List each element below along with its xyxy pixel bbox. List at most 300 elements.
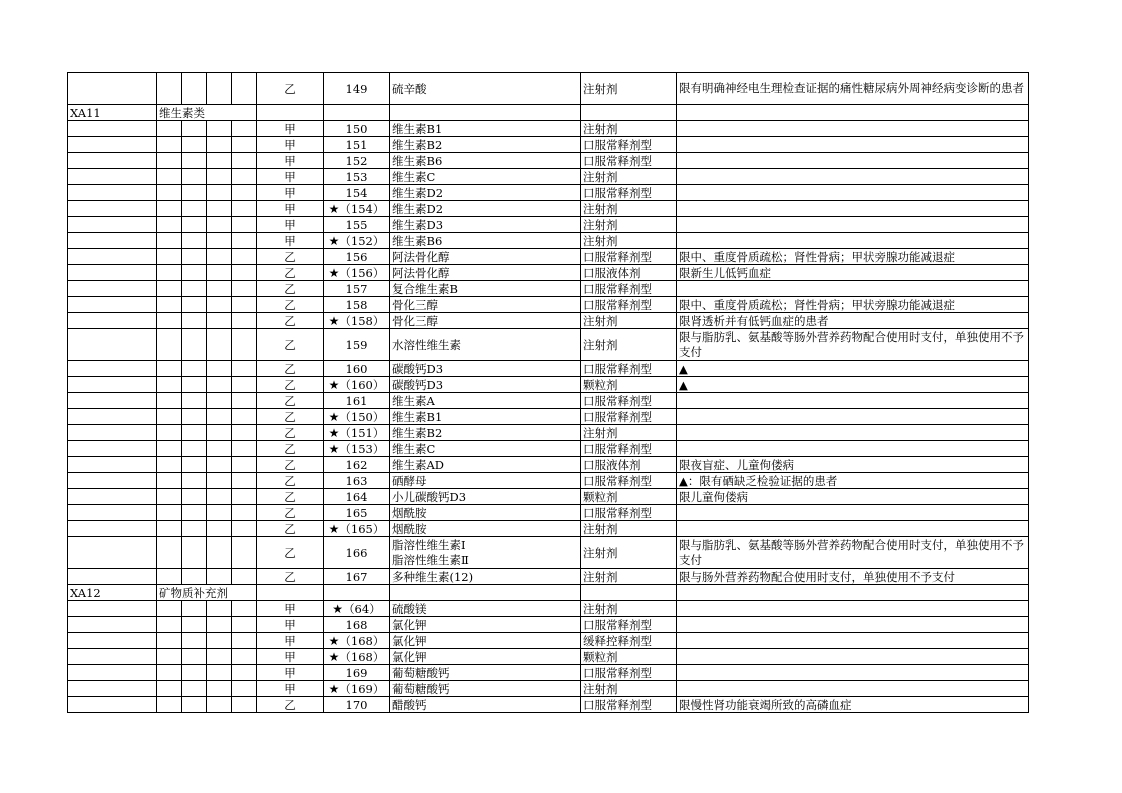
- drug-name: 氯化钾: [392, 649, 427, 664]
- level-cell-4: [232, 665, 257, 681]
- level-cell-4: [232, 409, 257, 425]
- dosage-form-cell: 缓释控释剂型: [581, 633, 677, 649]
- star-icon: ★: [332, 601, 344, 616]
- star-icon: ★: [328, 441, 340, 456]
- dosage-form-cell: 颗粒剂: [581, 489, 677, 505]
- drug-number: （168）: [339, 649, 385, 664]
- level-cell-1: [157, 393, 182, 409]
- grade-cell: 乙: [257, 409, 324, 425]
- dosage-form-cell: 口服常释剂型: [581, 297, 677, 313]
- level-cell-2: [182, 361, 207, 377]
- grade-cell: 甲: [257, 233, 324, 249]
- drug-number-cell: [324, 617, 390, 633]
- section-code-cell: [68, 121, 157, 137]
- level-cell-2: [182, 393, 207, 409]
- drug-catalog-table: [67, 72, 1029, 713]
- level-cell-3: [207, 329, 232, 361]
- drug-number-cell: [324, 265, 390, 281]
- drug-name: 醋酸钙: [392, 697, 427, 712]
- dosage-form-cell: 注射剂: [581, 217, 677, 233]
- level-cell-2: [182, 249, 207, 265]
- drug-number-cell: [324, 105, 390, 121]
- drug-name: 维生素B6: [392, 153, 443, 168]
- drug-number: （150）: [339, 409, 385, 424]
- section-code-cell: [68, 617, 157, 633]
- level-cell-3: [207, 217, 232, 233]
- level-cell-2: [182, 441, 207, 457]
- drug-number: 152: [345, 153, 368, 168]
- drug-name: 阿法骨化醇: [392, 249, 450, 264]
- star-icon: ★: [328, 425, 340, 440]
- table-row: [68, 521, 1029, 537]
- drug-number: 160: [345, 361, 368, 376]
- remark-cell: ▲: [677, 377, 1029, 393]
- level-cell-1: [157, 281, 182, 297]
- drug-number-cell: [324, 297, 390, 313]
- table-row: [68, 361, 1029, 377]
- level-cell-2: [182, 649, 207, 665]
- level-cell-1: [157, 473, 182, 489]
- level-cell-1: [157, 521, 182, 537]
- level-cell-1: [157, 489, 182, 505]
- level-cell-2: [182, 281, 207, 297]
- remark-cell: 限与肠外营养药物配合使用时支付，单独使用不予支付: [677, 569, 1029, 585]
- level-cell-4: [232, 521, 257, 537]
- table-row: [68, 233, 1029, 249]
- level-cell-4: [232, 265, 257, 281]
- drug-number-cell: [324, 409, 390, 425]
- table-row: [68, 617, 1029, 633]
- grade-cell: 乙: [257, 73, 324, 105]
- section-code-cell: [68, 441, 157, 457]
- level-cell-3: [207, 233, 232, 249]
- drug-number: 169: [345, 665, 368, 680]
- drug-name: 烟酰胺: [392, 505, 427, 520]
- drug-number-cell: [324, 185, 390, 201]
- remark-cell: [677, 169, 1029, 185]
- table-row: [68, 137, 1029, 153]
- level-cell-3: [207, 457, 232, 473]
- level-cell-2: [182, 185, 207, 201]
- drug-number: （64）: [343, 601, 381, 616]
- level-cell-1: [157, 505, 182, 521]
- level-cell-1: [157, 137, 182, 153]
- level-cell-1: [157, 185, 182, 201]
- section-code-cell: [68, 537, 157, 569]
- dosage-form-cell: [581, 105, 677, 121]
- level-cell-2: [182, 153, 207, 169]
- level-cell-1: [157, 313, 182, 329]
- drug-name: 葡萄糖酸钙: [392, 681, 450, 696]
- dosage-form-cell: 口服常释剂型: [581, 185, 677, 201]
- drug-name-cell: [390, 425, 581, 441]
- level-cell-3: [207, 441, 232, 457]
- level-cell-1: [157, 633, 182, 649]
- level-cell-3: [207, 297, 232, 313]
- dosage-form-cell: 注射剂: [581, 425, 677, 441]
- level-cell-1: [157, 169, 182, 185]
- level-cell-4: [232, 617, 257, 633]
- level-cell-3: [207, 393, 232, 409]
- dosage-form-cell: 注射剂: [581, 121, 677, 137]
- level-cell-1: [157, 441, 182, 457]
- drug-name: 维生素AD: [392, 457, 445, 472]
- drug-number: 167: [345, 569, 368, 584]
- drug-name: 葡萄糖酸钙: [392, 665, 450, 680]
- drug-name: 维生素B2: [392, 425, 443, 440]
- remark-cell: [677, 617, 1029, 633]
- drug-number: （165）: [339, 521, 385, 536]
- drug-name-cell: [390, 473, 581, 489]
- level-cell-3: [207, 425, 232, 441]
- drug-name: 骨化三醇: [392, 313, 438, 328]
- dosage-form-cell: 口服常释剂型: [581, 393, 677, 409]
- remark-cell: [677, 681, 1029, 697]
- star-icon: ★: [328, 377, 340, 392]
- grade-cell: 乙: [257, 521, 324, 537]
- drug-name-cell: [390, 313, 581, 329]
- level-cell-4: [232, 249, 257, 265]
- grade-cell: 乙: [257, 313, 324, 329]
- level-cell-4: [232, 393, 257, 409]
- dosage-form-cell: 口服常释剂型: [581, 617, 677, 633]
- drug-number: 151: [345, 137, 368, 152]
- level-cell-1: [157, 425, 182, 441]
- section-code-cell: [68, 665, 157, 681]
- dosage-form-cell: 口服常释剂型: [581, 665, 677, 681]
- level-cell-2: [182, 665, 207, 681]
- drug-number: 170: [345, 697, 368, 712]
- level-cell-4: [232, 169, 257, 185]
- drug-number-cell: [324, 569, 390, 585]
- section-code-cell: [68, 313, 157, 329]
- grade-cell: [257, 105, 324, 121]
- level-cell-3: [207, 121, 232, 137]
- table-row: [68, 457, 1029, 473]
- drug-number-cell: [324, 633, 390, 649]
- remark-cell: 限慢性肾功能衰竭所致的高磷血症: [677, 697, 1029, 713]
- drug-name-cell: [390, 681, 581, 697]
- level-cell-2: [182, 313, 207, 329]
- drug-number-cell: [324, 521, 390, 537]
- drug-number-cell: [324, 537, 390, 569]
- level-cell-2: [182, 73, 207, 105]
- level-cell-2: [182, 617, 207, 633]
- section-code-cell: [68, 521, 157, 537]
- drug-number: （152）: [339, 233, 385, 248]
- star-icon: ★: [328, 265, 340, 280]
- drug-name-cell: [390, 489, 581, 505]
- drug-name-cell: [390, 137, 581, 153]
- level-cell-4: [232, 473, 257, 489]
- drug-name: 氯化钾: [392, 617, 427, 632]
- level-cell-4: [232, 73, 257, 105]
- drug-name-cell: [390, 361, 581, 377]
- level-cell-4: [232, 537, 257, 569]
- grade-cell: 乙: [257, 537, 324, 569]
- level-cell-4: [232, 297, 257, 313]
- drug-name-cell: [390, 201, 581, 217]
- drug-name: 维生素B6: [392, 233, 443, 248]
- drug-number-cell: [324, 313, 390, 329]
- level-cell-2: [182, 697, 207, 713]
- drug-number: （158）: [339, 313, 385, 328]
- drug-name: 阿法骨化醇: [392, 265, 450, 280]
- section-code-cell: [68, 217, 157, 233]
- drug-number: 168: [345, 617, 368, 632]
- level-cell-4: [232, 505, 257, 521]
- drug-number-cell: [324, 73, 390, 105]
- level-cell-1: [157, 233, 182, 249]
- dosage-form-cell: 注射剂: [581, 681, 677, 697]
- level-cell-1: [157, 681, 182, 697]
- star-icon: ★: [328, 409, 340, 424]
- remark-cell: [677, 233, 1029, 249]
- level-cell-3: [207, 281, 232, 297]
- dosage-form-cell: 口服常释剂型: [581, 409, 677, 425]
- level-cell-4: [232, 361, 257, 377]
- drug-name: 水溶性维生素: [392, 337, 461, 352]
- dosage-form-cell: 口服常释剂型: [581, 249, 677, 265]
- section-code-cell: [68, 153, 157, 169]
- level-cell-2: [182, 201, 207, 217]
- dosage-form-cell: 口服常释剂型: [581, 153, 677, 169]
- level-cell-4: [232, 185, 257, 201]
- level-cell-1: [157, 329, 182, 361]
- level-cell-4: [232, 441, 257, 457]
- section-code-cell: [68, 281, 157, 297]
- drug-name-cell: [390, 585, 581, 601]
- drug-name-cell: [390, 121, 581, 137]
- drug-name: 维生素B2: [392, 137, 443, 152]
- table-row: [68, 425, 1029, 441]
- level-cell-3: [207, 137, 232, 153]
- level-cell-4: [232, 201, 257, 217]
- drug-number: 159: [345, 337, 368, 352]
- drug-name: 维生素D2: [392, 201, 444, 216]
- table-row: [68, 665, 1029, 681]
- drug-number-cell: [324, 137, 390, 153]
- drug-name: 维生素B1: [392, 121, 443, 136]
- drug-name-cell: [390, 505, 581, 521]
- level-cell-1: [157, 361, 182, 377]
- drug-number: 157: [345, 281, 368, 296]
- remark-cell: [677, 121, 1029, 137]
- table-row: [68, 585, 1029, 601]
- dosage-form-cell: 注射剂: [581, 313, 677, 329]
- grade-cell: 甲: [257, 649, 324, 665]
- drug-number: 153: [345, 169, 368, 184]
- drug-name: 维生素B1: [392, 409, 443, 424]
- table-row: [68, 393, 1029, 409]
- drug-number-cell: [324, 457, 390, 473]
- drug-name: 碳酸钙D3: [392, 377, 444, 392]
- level-cell-3: [207, 185, 232, 201]
- remark-cell: [677, 633, 1029, 649]
- dosage-form-cell: 注射剂: [581, 537, 677, 569]
- drug-number: 165: [345, 505, 368, 520]
- table-row: [68, 569, 1029, 585]
- drug-number: （151）: [339, 425, 385, 440]
- star-icon: ★: [328, 633, 340, 648]
- grade-cell: 甲: [257, 665, 324, 681]
- grade-cell: 甲: [257, 681, 324, 697]
- level-cell-2: [182, 537, 207, 569]
- level-cell-1: [157, 601, 182, 617]
- table-row: [68, 649, 1029, 665]
- section-code-cell: [68, 201, 157, 217]
- section-code-cell: [68, 473, 157, 489]
- level-cell-2: [182, 121, 207, 137]
- table-row: [68, 153, 1029, 169]
- drug-name: 骨化三醇: [392, 297, 438, 312]
- section-code-cell: [68, 377, 157, 393]
- remark-cell: [677, 505, 1029, 521]
- level-cell-1: [157, 649, 182, 665]
- table-row: [68, 297, 1029, 313]
- drug-name-cell: [390, 633, 581, 649]
- remark-cell: [677, 585, 1029, 601]
- section-code-cell: [68, 137, 157, 153]
- section-code-cell: [68, 425, 157, 441]
- grade-cell: 甲: [257, 617, 324, 633]
- drug-name-cell: [390, 569, 581, 585]
- drug-number-cell: [324, 169, 390, 185]
- dosage-form-cell: 注射剂: [581, 521, 677, 537]
- level-cell-2: [182, 377, 207, 393]
- grade-cell: 乙: [257, 265, 324, 281]
- level-cell-3: [207, 153, 232, 169]
- table-row: [68, 537, 1029, 569]
- level-cell-3: [207, 201, 232, 217]
- drug-name-cell: [390, 521, 581, 537]
- grade-cell: 乙: [257, 281, 324, 297]
- drug-name: 维生素D2: [392, 185, 444, 200]
- drug-name-cell: [390, 649, 581, 665]
- drug-name: 硫酸镁: [392, 601, 427, 616]
- level-cell-1: [157, 201, 182, 217]
- level-cell-2: [182, 489, 207, 505]
- table-row: [68, 313, 1029, 329]
- grade-cell: 甲: [257, 153, 324, 169]
- remark-cell: [677, 185, 1029, 201]
- section-code-cell: [68, 697, 157, 713]
- drug-name: 脂溶性维生素Ⅰ: [392, 537, 466, 552]
- drug-number: 156: [345, 249, 368, 264]
- remark-cell: 限与脂肪乳、氨基酸等肠外营养药物配合使用时支付，单独使用不予支付: [677, 329, 1029, 361]
- remark-cell: 限有明确神经电生理检查证据的痛性糖尿病外周神经病变诊断的患者: [677, 73, 1029, 105]
- drug-number-cell: [324, 489, 390, 505]
- star-icon: ★: [328, 233, 340, 248]
- level-cell-4: [232, 601, 257, 617]
- table-row: [68, 249, 1029, 265]
- grade-cell: [257, 585, 324, 601]
- level-cell-4: [232, 697, 257, 713]
- grade-cell: 乙: [257, 377, 324, 393]
- dosage-form-cell: 注射剂: [581, 329, 677, 361]
- grade-cell: 甲: [257, 169, 324, 185]
- remark-cell: 限夜盲症、儿童佝偻病: [677, 457, 1029, 473]
- drug-name: 维生素A: [392, 393, 435, 408]
- grade-cell: 乙: [257, 697, 324, 713]
- drug-number-cell: [324, 681, 390, 697]
- level-cell-4: [232, 153, 257, 169]
- remark-cell: [677, 601, 1029, 617]
- drug-number-cell: [324, 153, 390, 169]
- drug-name-cell: [390, 377, 581, 393]
- remark-cell: [677, 649, 1029, 665]
- level-cell-4: [232, 425, 257, 441]
- table-row: [68, 505, 1029, 521]
- category-name-cell: 维生素类: [157, 105, 257, 121]
- dosage-form-cell: 口服液体剂: [581, 265, 677, 281]
- drug-name: 硫辛酸: [392, 81, 427, 96]
- remark-cell: ▲: [677, 361, 1029, 377]
- dosage-form-cell: 注射剂: [581, 73, 677, 105]
- drug-number: （156）: [339, 265, 385, 280]
- table-row: [68, 121, 1029, 137]
- section-code-cell: [68, 329, 157, 361]
- level-cell-3: [207, 617, 232, 633]
- level-cell-1: [157, 217, 182, 233]
- drug-name-cell: [390, 297, 581, 313]
- dosage-form-cell: 注射剂: [581, 233, 677, 249]
- section-code-cell: [68, 73, 157, 105]
- section-code-cell: [68, 297, 157, 313]
- level-cell-1: [157, 377, 182, 393]
- drug-number: 154: [345, 185, 368, 200]
- remark-cell: [677, 521, 1029, 537]
- section-code-cell: [68, 361, 157, 377]
- table-row: [68, 281, 1029, 297]
- drug-number: 163: [345, 473, 368, 488]
- drug-number: 164: [345, 489, 368, 504]
- drug-number: 158: [345, 297, 368, 312]
- grade-cell: 乙: [257, 249, 324, 265]
- section-code-cell: [68, 393, 157, 409]
- drug-name-cell: [390, 105, 581, 121]
- level-cell-3: [207, 169, 232, 185]
- level-cell-2: [182, 217, 207, 233]
- drug-number: （169）: [339, 681, 385, 696]
- grade-cell: 乙: [257, 425, 324, 441]
- dosage-form-cell: 颗粒剂: [581, 649, 677, 665]
- table-row: [68, 73, 1029, 105]
- section-code-cell: [68, 185, 157, 201]
- drug-name-cell: [390, 457, 581, 473]
- level-cell-2: [182, 521, 207, 537]
- section-code-cell: [68, 265, 157, 281]
- drug-name-cell: [390, 665, 581, 681]
- level-cell-1: [157, 569, 182, 585]
- drug-name: 维生素C: [392, 169, 436, 184]
- drug-name: 烟酰胺: [392, 521, 427, 536]
- remark-cell: [677, 201, 1029, 217]
- level-cell-1: [157, 537, 182, 569]
- level-cell-3: [207, 73, 232, 105]
- drug-number-cell: [324, 697, 390, 713]
- level-cell-4: [232, 121, 257, 137]
- dosage-form-cell: 口服常释剂型: [581, 441, 677, 457]
- drug-number: 161: [345, 393, 368, 408]
- section-code-cell: [68, 489, 157, 505]
- drug-number-cell: [324, 217, 390, 233]
- level-cell-1: [157, 665, 182, 681]
- table-row: [68, 265, 1029, 281]
- level-cell-2: [182, 473, 207, 489]
- table-row: [68, 601, 1029, 617]
- table-row: [68, 217, 1029, 233]
